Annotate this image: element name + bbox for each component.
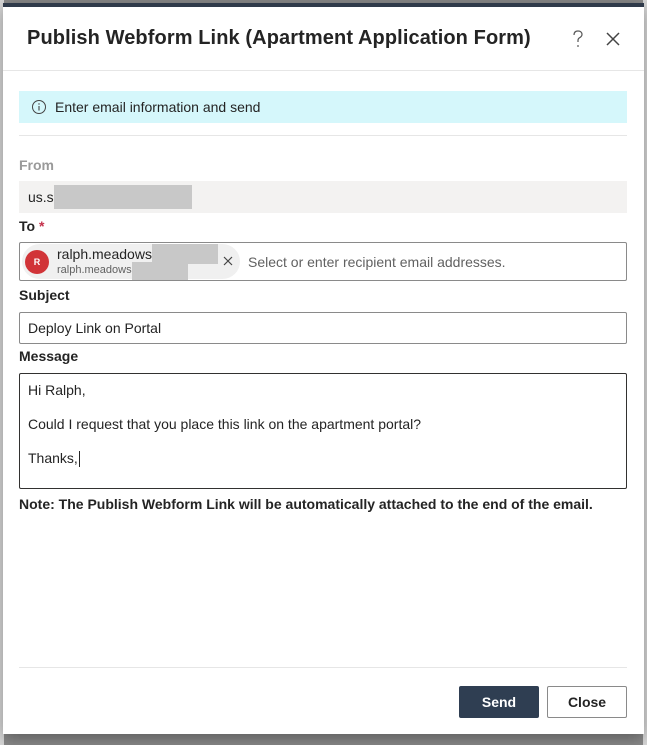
message-blank-line <box>28 399 618 416</box>
avatar: R <box>25 250 49 274</box>
recipient-details <box>57 245 218 279</box>
message-textarea[interactable] <box>19 373 627 489</box>
help-button[interactable] <box>566 27 590 51</box>
close-button[interactable]: Close <box>547 686 627 718</box>
message-line-text: Thanks, <box>28 450 78 466</box>
recipient-name-text: ralph.meadows <box>57 245 152 262</box>
send-button[interactable]: Send <box>459 686 539 718</box>
recipient-email <box>57 263 218 279</box>
from-label: From <box>19 157 54 173</box>
recipient-email-text: ralph.meadows <box>57 264 132 276</box>
publish-webform-dialog <box>3 3 644 734</box>
close-icon <box>223 256 233 266</box>
message-line-last <box>28 450 618 467</box>
remove-recipient-button[interactable] <box>220 253 236 269</box>
recipient-name <box>57 245 218 263</box>
dialog-title: Publish Webform Link (Apartment Application Form) <box>27 27 531 49</box>
info-message-bar <box>19 91 627 123</box>
to-field[interactable] <box>19 242 627 281</box>
recipient-input[interactable] <box>248 247 626 277</box>
divider <box>19 135 627 136</box>
attachment-note: Note: The Publish Webform Link will be automatically attached to the end of the email. <box>19 496 593 512</box>
from-field <box>19 181 627 213</box>
to-label-text: To <box>19 218 36 234</box>
subject-label: Subject <box>19 287 70 303</box>
message-blank-line <box>28 433 618 450</box>
from-value: us.s <box>28 189 54 205</box>
message-label: Message <box>19 348 79 364</box>
to-label <box>19 218 44 234</box>
footer-divider <box>19 667 627 668</box>
subject-input[interactable] <box>19 312 627 344</box>
redacted-block <box>152 244 218 264</box>
message-line: Could I request that you place this link on the apartment portal? <box>28 416 422 432</box>
message-line: Hi Ralph, <box>28 382 86 398</box>
recipient-chip[interactable] <box>22 244 240 279</box>
info-text: Enter email information and send <box>55 99 261 115</box>
info-icon <box>31 99 47 115</box>
required-marker: * <box>38 218 45 234</box>
subject-value: Deploy Link on Portal <box>28 320 162 336</box>
question-mark-icon <box>570 29 586 49</box>
redacted-block <box>54 185 192 209</box>
dialog-header <box>3 7 644 71</box>
close-dialog-button[interactable] <box>601 27 625 51</box>
text-caret <box>79 451 80 467</box>
close-icon <box>606 32 620 46</box>
redacted-block <box>132 262 188 280</box>
